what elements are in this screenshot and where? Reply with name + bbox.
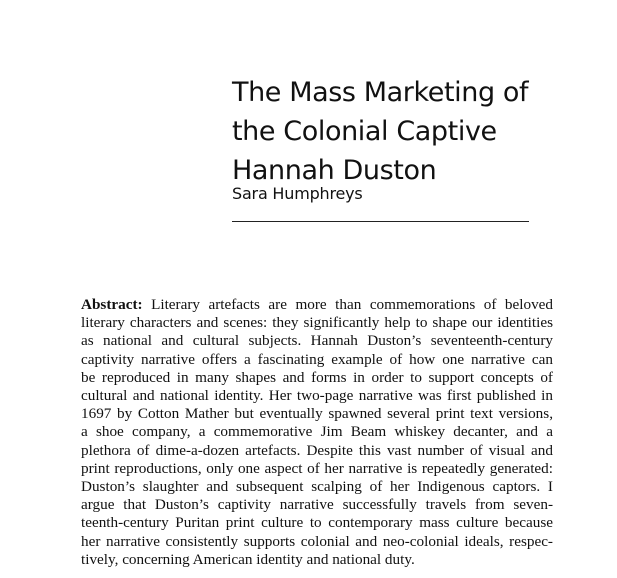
abstract-line: plethora of dime-a-dozen artefacts. Despite this vast number of visual and (81, 441, 553, 459)
author-name: Sara Humphreys (232, 184, 363, 203)
abstract-line: print reproductions, only one aspect of her narrative is repeatedly generated: (81, 459, 553, 477)
title-line-1: The Mass Marketing of (232, 77, 529, 108)
abstract-line: Duston’s slaughter and subsequent scalping of her Indigenous captors. I (81, 478, 553, 496)
abstract-line: a shoe company, a commemorative Jim Beam whiskey decanter, and a (81, 423, 553, 441)
abstract-line: 1697 by Cotton Mather but eventually spawned several print text versions, (81, 405, 553, 423)
abstract-line: teenth-century Puritan print culture to contemporary mass culture because (81, 514, 553, 532)
abstract-line-1 (81, 296, 553, 314)
abstract-first-line-text: Literary artefacts are more than commemorations of beloved (142, 296, 553, 313)
article-title (232, 73, 592, 190)
abstract (81, 296, 553, 569)
abstract-line: be reproduced in many shapes and forms in order to support concepts of (81, 368, 553, 386)
abstract-line: argue that Duston’s captivity narrative successfully travels from seven- (81, 496, 553, 514)
abstract-line: cultural and national identity. Her two-page narrative was first published in (81, 387, 553, 405)
abstract-line: tively, concerning American identity and national duty. (81, 550, 415, 568)
title-line-2: the Colonial Captive (232, 116, 497, 147)
abstract-line: as national and cultural subjects. Hannah Duston’s seventeenth-century (81, 332, 553, 350)
abstract-line: literary characters and scenes: they significantly help to shape our identities (81, 314, 553, 332)
title-line-3: Hannah Duston (232, 155, 437, 186)
title-divider (232, 221, 529, 222)
abstract-line: her narrative consistently supports colonial and neo-colonial ideals, respec- (81, 532, 553, 550)
abstract-label: Abstract: (81, 296, 143, 313)
abstract-line: captivity narrative offers a fascinating example of how one narrative can (81, 350, 553, 368)
